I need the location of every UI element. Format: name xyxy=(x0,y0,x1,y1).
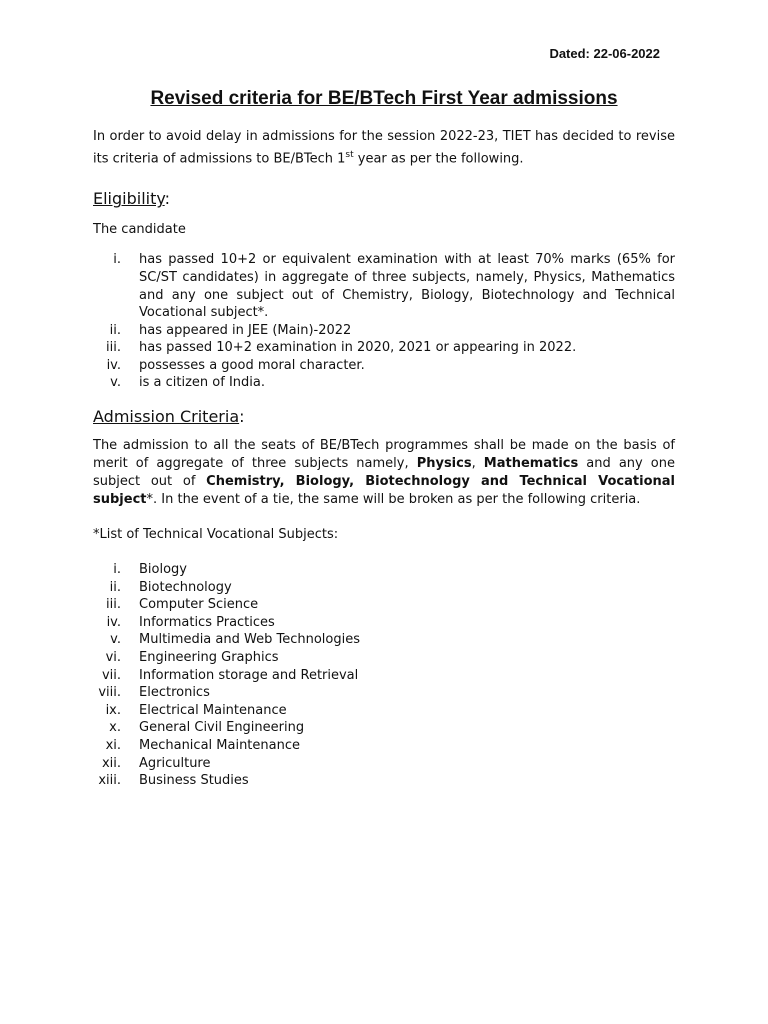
subjects-list-title: *List of Technical Vocational Subjects: xyxy=(93,527,339,543)
list-item xyxy=(93,561,675,579)
list-item-text: Business Studies xyxy=(139,773,249,789)
list-item-number: ii. xyxy=(109,322,121,338)
list-item-number: xii. xyxy=(101,755,121,771)
list-item xyxy=(93,322,675,340)
list-item xyxy=(93,339,675,357)
list-item-number: xiii. xyxy=(98,773,121,789)
eligibility-heading-text: Eligibility xyxy=(93,189,165,209)
intro-text-end: year as per the following. xyxy=(353,151,524,167)
list-item-text: Biology xyxy=(139,562,187,578)
list-item-number: ix. xyxy=(105,702,121,718)
eligibility-heading xyxy=(93,190,675,208)
admission-text-4: *. In the event of a tie, the same will be broken as per the following criteria. xyxy=(146,492,641,508)
intro-paragraph xyxy=(93,128,675,168)
list-item-text: Agriculture xyxy=(139,755,211,771)
list-item-number: iii. xyxy=(106,597,121,613)
list-item xyxy=(93,719,675,737)
list-item-number: vi. xyxy=(105,650,121,666)
document-body xyxy=(93,128,675,790)
list-item xyxy=(93,702,675,720)
admission-bold-physics: Physics xyxy=(416,456,472,472)
list-item-text: has appeared in JEE (Main)-2022 xyxy=(139,322,352,338)
admission-criteria-heading-text: Admission Criteria xyxy=(93,407,240,427)
list-item xyxy=(93,737,675,755)
document-date: Dated: 22-06-2022 xyxy=(549,46,660,61)
list-item-text: Informatics Practices xyxy=(139,614,275,630)
list-item-number: iv. xyxy=(106,614,121,630)
admission-bold-subjects: Chemistry, Biology, Biotechnology and Technical Vocational subject xyxy=(93,474,675,508)
admission-text-3: and any one subject out of xyxy=(93,456,675,490)
list-item-number: x. xyxy=(109,720,121,736)
subjects-list xyxy=(93,561,675,790)
list-item xyxy=(93,251,675,321)
list-item-number: vii. xyxy=(101,667,121,683)
list-item-text: has passed 10+2 examination in 2020, 2021 or appearing in 2022. xyxy=(139,340,577,356)
intro-superscript: st xyxy=(345,150,354,160)
list-item-text: Electronics xyxy=(139,685,210,701)
admission-text-1: The admission to all the seats of BE/BTech programmes shall be made on the basis of merit of aggregate of three subjects namely, xyxy=(93,438,675,472)
list-item-text: has passed 10+2 or equivalent examination with at least 70% marks (65% for SC/ST candidates) in aggregate of three subjects, namely, Physics, Mathematics and any one subject out of Chemistry, Biology, Biotechnology and Technical Vocational subject*. xyxy=(139,252,675,321)
admission-bold-mathematics: Mathematics xyxy=(483,456,579,472)
list-item xyxy=(93,596,675,614)
admission-text-2: , xyxy=(471,456,484,472)
intro-text: In order to avoid delay in admissions for the session 2022-23, TIET has decided to revise its criteria of admissions to BE/BTech 1 xyxy=(93,129,675,167)
admission-criteria-heading xyxy=(93,408,675,426)
candidate-label: The candidate xyxy=(93,222,186,238)
list-item-number: i. xyxy=(113,252,121,268)
list-item xyxy=(93,667,675,685)
list-item-number: viii. xyxy=(98,685,121,701)
list-item-number: i. xyxy=(113,562,121,578)
list-item xyxy=(93,772,675,790)
list-item xyxy=(93,684,675,702)
eligibility-list xyxy=(93,251,675,392)
list-item-number: v. xyxy=(110,632,121,648)
list-item xyxy=(93,631,675,649)
document-title: Revised criteria for BE/BTech First Year admissions xyxy=(150,88,618,109)
list-item-text: Multimedia and Web Technologies xyxy=(139,632,360,648)
list-item-text: Engineering Graphics xyxy=(139,650,279,666)
list-item xyxy=(93,374,675,392)
list-item xyxy=(93,614,675,632)
list-item-number: ii. xyxy=(109,579,121,595)
list-item-text: Electrical Maintenance xyxy=(139,702,287,718)
list-item-text: is a citizen of India. xyxy=(139,375,265,391)
list-item-text: possesses a good moral character. xyxy=(139,357,365,373)
list-item xyxy=(93,579,675,597)
list-item-text: Biotechnology xyxy=(139,579,232,595)
list-item-text: General Civil Engineering xyxy=(139,720,305,736)
list-item xyxy=(93,649,675,667)
list-item-number: iv. xyxy=(106,357,121,373)
list-item-number: iii. xyxy=(106,340,121,356)
list-item-number: v. xyxy=(110,375,121,391)
admission-criteria-paragraph xyxy=(93,437,675,509)
list-item xyxy=(93,755,675,773)
admission-criteria-heading-colon: : xyxy=(239,407,245,427)
list-item-text: Computer Science xyxy=(139,597,259,613)
eligibility-heading-colon: : xyxy=(164,189,171,209)
list-item-text: Information storage and Retrieval xyxy=(139,667,359,683)
list-item-text: Mechanical Maintenance xyxy=(139,738,300,754)
list-item xyxy=(93,357,675,375)
list-item-number: xi. xyxy=(105,738,121,754)
